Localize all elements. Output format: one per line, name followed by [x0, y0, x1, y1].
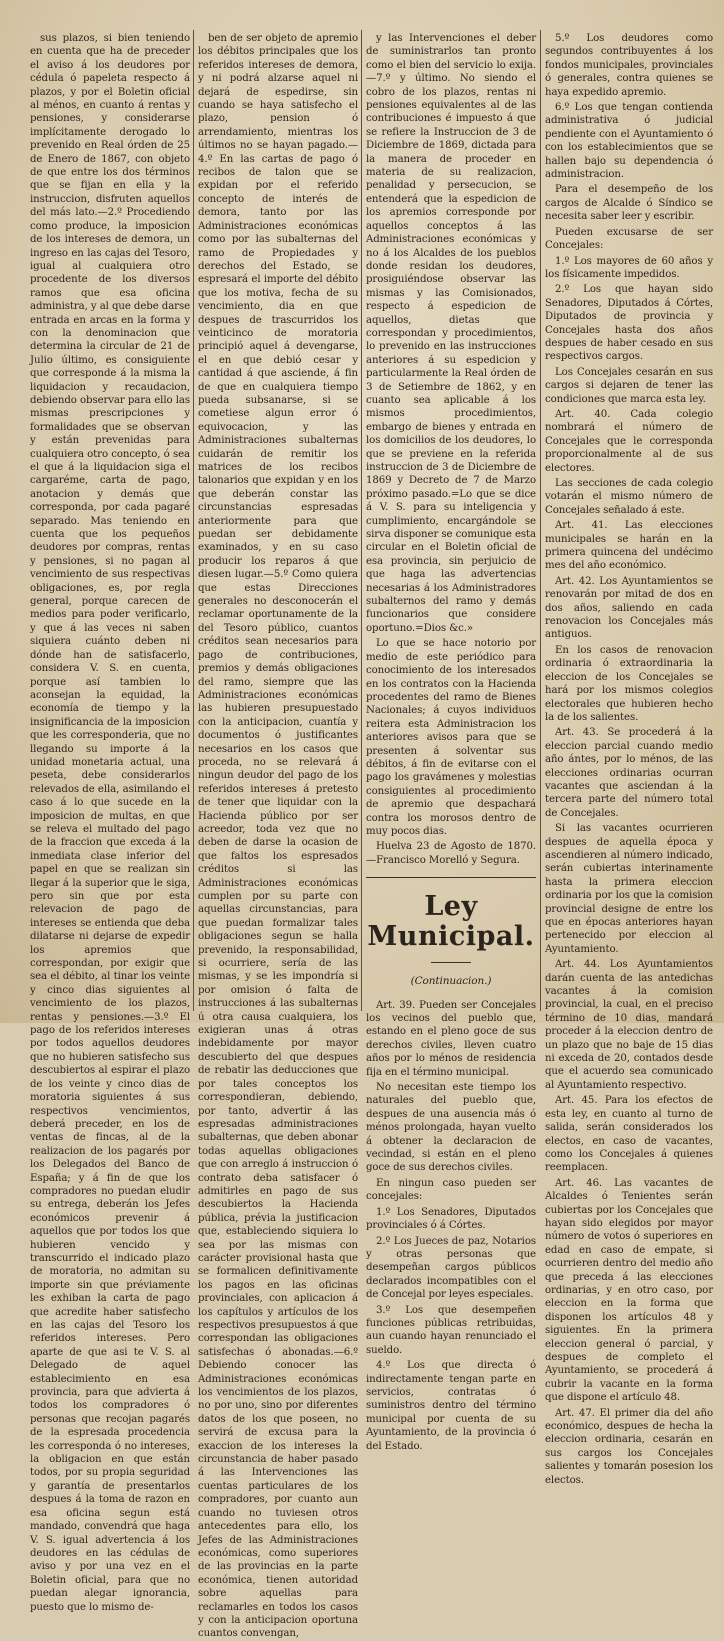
- column-rule: [540, 30, 541, 1011]
- section-divider: [366, 877, 536, 878]
- paragraph: Para el desempeño de los cargos de Alcalde ó Síndico se necesita saber leer y escribir.: [545, 184, 713, 223]
- column-3: [366, 32, 536, 1452]
- paragraph: Art. 47. El primer dia del año económico, despues de hecha la eleccion ordinaria, cesarán en sus cargos los Concejales salientes y tomarán posesion los electos.: [545, 1407, 713, 1486]
- column-rule: [361, 30, 362, 1011]
- section-heading: Ley Municipal.: [367, 891, 535, 953]
- paragraph: Art. 42. Los Ayuntamientos se renovarán por mitad de dos en dos años, saliendo en cada renovacion los Concejales más antiguos.: [545, 575, 713, 641]
- paragraph: No necesitan este tiempo los naturales del pueblo que, despues de una ausencia más ó ménos prolongada, hayan vuelto á obtener la declaracion de vecindad, si están en el pleno goce de sus derechos civiles.: [366, 1082, 536, 1174]
- paragraph: Art. 46. Las vacantes de Alcaldes ó Tenientes serán cubiertas por los Concejales que hayan sido elegidos por mayor número de votos ó superiores en edad en caso de empate, si ocurrieren dentro del medio año que preceda á las elecciones ordinarias, y en otro caso, por eleccion en la forma que disponen los artículos 48 y siguientes. En la primera eleccion general ó parcial, y despues de completo el Ayuntamiento, se procederá á cubrir la vacante en la forma que dispone el artículo 48.: [545, 1177, 713, 1404]
- paragraph: Art. 45. Para los efectos de esta ley, en cuanto al turno de salida, serán considerados los electos, en caso de vacantes, como los Concejales á quienes reemplacen.: [545, 1095, 713, 1174]
- paragraph: En los casos de renovacion ordinaria ó extraordinaria la eleccion de los Concejales se hará por los mismos colegios electorales que hubieren hecho la de los salientes.: [545, 644, 713, 723]
- paragraph: Pueden excusarse de ser Concejales:: [545, 226, 713, 252]
- paragraph: 1.º Los mayores de 60 años y los físicamente impedidos.: [545, 255, 713, 280]
- paragraph: Lo que se hace notorio por medio de este periódico para conocimiento de los interesados en los contratos con la Hacienda procedentes del ramo de Bienes Nacionales; á cuyos individuos reitera esta Administracion los anteriores avisos para que se presenten á solventar sus débitos, á fin de evitarse con el pago los gravámenes y molestias consiguientes al procedimiento de apremio que despachará contra los morosos dentro de muy pocos dias.: [366, 638, 536, 837]
- paragraph: 2.º Los Jueces de paz, Notarios y otras personas que desempeñan cargos públicos declarados incompatibles con el de Concejal por leyes especiales.: [366, 1235, 536, 1301]
- paragraph: 6.º Los que tengan contienda administrativa ó judicial pendiente con el Ayuntamiento ó con los establecimientos que se hallen bajo su dependencia ó administracion.: [545, 102, 713, 181]
- paragraph: Las secciones de cada colegio votarán el mismo número de Concejales señalado á este.: [545, 478, 713, 516]
- paragraph: Los Concejales cesarán en sus cargos si dejaren de tener las condiciones que marca esta ley.: [545, 366, 713, 405]
- paragraph: 3.º Los que desempeñen funciones públicas retribuidas, aun cuando hayan renunciado el sueldo.: [366, 1304, 536, 1356]
- column-4: [545, 32, 713, 1486]
- paragraph: 5.º Los deudores como segundos contribuyentes á los fondos municipales, provinciales ó generales, contra quienes se haya expedido apremio.: [545, 33, 713, 98]
- paragraph: y las Intervenciones el deber de suministrarlos tan pronto como el bien del servicio lo exija.—7.º y último. No siendo el cobro de los plazos, rentas ni pensiones equivalentes al de las contribuciones é impuesto á que se refiere la Instruccion de 3 de Diciembre de 1869, dictada para la manera de proceder en materia de su realizacion, penalidad y persecucion, se entenderá que la espedicion de los apremios corresponde por aquellos conceptos á las Administraciones económicas y no á los Alcaldes de los pueblos donde residan los deudores, prosiguiéndose observar las mismas y las Comisionados, respecto á espedicion de aquellos, dietas que correspondan y procedimientos, lo prevenido en las instrucciones anteriores á su espedicion y particularmente la Real órden de 3 de Setiembre de 1862, y en cuanto sea aplicable á los mismos procedimientos, embargo de bienes y entrada en los domicilios de los deudores, lo que se previene en la referida instruccion de 3 de Diciembre de 1869 y Decreto de 7 de Marzo próximo pasado.=Lo que se dice á V. S. para su inteligencia y cumplimiento, encargándole se sirva disponer se comunique esta circular en el Boletin oficial de esa provincia, sin perjuicio de que haga las advertencias necesarias á los Administradores subalternos del ramo y demás funcionarios que considere oportuno.=Dios &c.»: [366, 33, 536, 634]
- paragraph: 1.º Los Senadores, Diputados provinciales ó á Córtes.: [366, 1206, 536, 1232]
- paragraph: ben de ser objeto de apremio los débitos principales que los referidos intereses de demora, y ni podrá alzarse aquel ni dejará de espedirse, sin cuando se haya satisfecho el plazo, pension ó arrendamiento, mientras los últimos no se hayan pagado.—4.º En las cartas de pago ó recibos de talon que se expidan por el referido concepto de interés de demora, tanto por las Administraciones económicas como por las subalternas del ramo de Propiedades y derechos del Estado, se espresará el importe del débito que los motiva, fecha de su vencimiento, dia en que despues de trascurridos los veinticinco de moratoria principió aquel á devengarse, el en que debió cesar y cantidad á que asciende, á fin de que en cualquiera tiempo pueda subsanarse, si se cometiese algun error ó equivocacion, y las Administraciones subalternas cuidarán de remitir los matrices de los recibos talonarios que expidan y en los que deberán constar las circunstancias espresadas anteriormente para que puedan ser debidamente examinados, y en su caso producir los reparos á que diesen lugar.—5.º Como quiera que estas Direcciones generales no desconocerán el reclamar oportunamente de la del Tesoro público, cuantos créditos sean necesarios para pago de contribuciones, premios y demás obligaciones del ramo, siempre que las Administraciones económicas las hubieren presupuestado con la anticipacion, cuantía y documentos ó justificantes necesarios en los casos que proceda, no se relevará á ningun deudor del pago de los referidos intereses á pretesto de tener que liquidar con la Hacienda público por ser acreedor, toda vez que no deben de darse la ocasion de que faltos los espresados créditos si las Administraciones económicas cumplen por su parte con aquellas circunstancias, para que puedan formalizar tales obligaciones segun se halla prevenido, la responsabilidad, si ocurriere, sería de las mismas, y se les impondría si por omision ó falta de instrucciones á las subalternas ú otra causa cualquiera, los exigieran unas á otras indebidamente por mayor descubierto del que despues de rebatir las deducciones que por tales conceptos los correspondieran, debiendo, por tanto, advertir á las espresadas administraciones subalternas, que deben abonar todas aquellas obligaciones que con arreglo á instruccion ó contrato deba satisfacer ó admitirles en pago de sus descubiertos la Hacienda pública, prévia la justificacion que, estableciendo siquiera lo sea por las mismas con carácter provisional hasta que se formalicen definitivamente los pagos en las oficinas provinciales, con aplicacion á los capítulos y artículos de los respectivos presupuestos á que correspondan las obligaciones satisfechas ó abonadas.—6.º Debiendo conocer las Administraciones económicas los vencimientos de los plazos, no por uno, sino por diferentes datos de los que poseen, no servirá de excusa para la exaccion de los intereses la circunstancia de haber pasado á las Intervenciones las cuentas particulares de los compradores, por cuanto aun cuando no tuviesen otros antecedentes para ello, los Jefes de las Administraciones económicas, como superiores de las provincias en la parte económica, tienen autoridad sobre aquellas para reclamarles en todos los casos y con la anticipacion oportuna cuantos convengan,: [198, 33, 358, 1640]
- paragraph: sus plazos, si bien teniendo en cuenta que ha de preceder el aviso á los deudores por cédula ó papeleta respecto á plazos, y por el Boletin oficial al ménos, en cuanto á rentas y pensiones, y considerarse implícitamente derogado lo prevenido en Real órden de 25 de Enero de 1867, con objeto de que entre los dos términos que se fijan en ella y la instruccion, disfruten aquellos del más lato.—2.º Procediendo como produce, la imposicion de los intereses de demora, un ingreso en las cajas del Tesoro, igual al cualquiera otro procedente de los diversos ramos que esa oficina administra, y al que debe darse entrada en arcas en la forma y con la denominacion que determina la circular de 21 de Julio último, es consiguiente que corresponde á la misma la liquidacion y recaudacion, debiendo observar para ello las mismas prescripciones y formalidades que se observan y están prevenidas para cualquiera otro concepto, ó sea el que á la liquidacion siga el cargaréme, carta de pago, anotacion y demás que corresponda, por cada pagaré separado. Mas teniendo en cuenta que los pequeños deudores por compras, rentas y pensiones, si no pagan al vencimiento de sus respectivas obligaciones, es, por regla general, porque carecen de medios para poder verificarlo, y que á las veces ni saben siquiera cuánto deben ni dónde han de satisfacerlo, considera V. S. en cuenta, porque así tambien lo aconsejan la equidad, la economía de tiempo y la insignificancia de la imposicion que les corresponderia, que no llegando su importe á la unidad monetaria actual, una peseta, debe considerarlos relevados de ella, asimilando el caso á lo que sucede en la imposicion de multas, en que se releva el multado del pago de la fraccion que exceda á la inmediata clase inferior del papel en que se realizan sin llegar á la superior que le siga, pero sin que por esta relevacion de pago de intereses se entienda que deba dilatarse ni dejarse de expedir los apremios que correspondan, por exigir que sea el débito, al tinar los veinte y cinco dias siguientes al vencimiento de los plazos, rentas y pensiones.—3.º El pago de los referidos intereses por todos aquellos deudores que no hubieren satisfecho sus descubiertos al espirar el plazo de los veinte y cinco dias de moratoria siguientes á sus respectivos vencimientos, deberá preceder, en los de ventas de fincas, al de la realizacion de los pagarés por los Delegados del Banco de España; y á fin de que los compradores no puedan eludir su entrega, deberán los Jefes económicos prevenir á aquellos que por todos los que hubieren vencido y transcurrido el indicado plazo de moratoria, no admitan su importe sin que préviamente les exhiban la carta de pago que acredite haber satisfecho en las cajas del Tesoro los referidos intereses. Pero aparte de que asi te V. S. al Delegado de aquel establecimiento en esa provincia, para que advierta á todos los compradores ó personas que recojan pagarés de la espresada procedencia les corresponda ó no intereses, la obligacion en que están todos, por su propia seguridad y garantía de presentarlos despues á la toma de razon en esa oficina segun está mandado, convendrá que haga V. S. igual advertencia á los deudores en las cédulas de aviso y por una vez en el Boletin oficial, para que no puedan alegar ignorancia, puesto que lo mismo de-: [30, 33, 190, 1613]
- paragraph: 4.º Los que directa ó indirectamente tengan parte en servicios, contratas ó suministros dentro del término municipal por cuenta de su Ayuntamiento, de la provincia ó del Estado.: [366, 1360, 536, 1452]
- paragraph: Art. 40. Cada colegio nombrará el número de Concejales que le corresponda proporcionalmente al de sus electores.: [545, 408, 713, 474]
- column-2: [198, 32, 358, 1640]
- paragraph: Si las vacantes ocurrieren despues de aquella época y ascendieren al número indicado, serán cubiertas interinamente hasta la primera eleccion ordinaria por los que la comision provincial designe de entre los que en épocas anteriores hayan pertenecido por eleccion al Ayuntamiento.: [545, 823, 713, 955]
- continuation-note: (Continuacion.): [410, 975, 492, 988]
- paragraph: 2.º Los que hayan sido Senadores, Diputados á Córtes, Diputados de provincia y Concejales hasta dos años despues de haber cesado en sus respectivos cargos.: [545, 284, 713, 363]
- paragraph: Art. 43. Se procederá á la eleccion parcial cuando medio año ántes, por lo ménos, de las elecciones ordinarias ocurran vacantes que asciendan á la tercera parte del número total de Concejales.: [545, 727, 713, 819]
- paragraph: Art. 41. Las elecciones municipales se harán en la primera quincena del undécimo mes del año económico.: [545, 520, 713, 572]
- paragraph: Art. 39. Pueden ser Concejales los vecinos del pueblo que, estando en el pleno goce de sus derechos civiles, lleven cuatro años por lo ménos de residencia fija en el término municipal.: [366, 999, 536, 1078]
- paragraph: Art. 44. Los Ayuntamientos darán cuenta de las antedichas vacantes á la comision provincial, la cual, en el preciso término de 10 dias, mandará proceder á la eleccion dentro de un plazo que no baje de 15 dias ni exceda de 20, contados desde que el acuerdo sea comunicado al Ayuntamiento respectivo.: [545, 959, 713, 1091]
- signature: Huelva 23 de Agosto de 1870.—Francisco Morelló y Segura.: [366, 841, 536, 866]
- paragraph: En ningun caso pueden ser concejales:: [366, 1177, 536, 1203]
- short-rule: [431, 962, 471, 963]
- column-1: [30, 32, 190, 1613]
- column-rule: [193, 30, 194, 1011]
